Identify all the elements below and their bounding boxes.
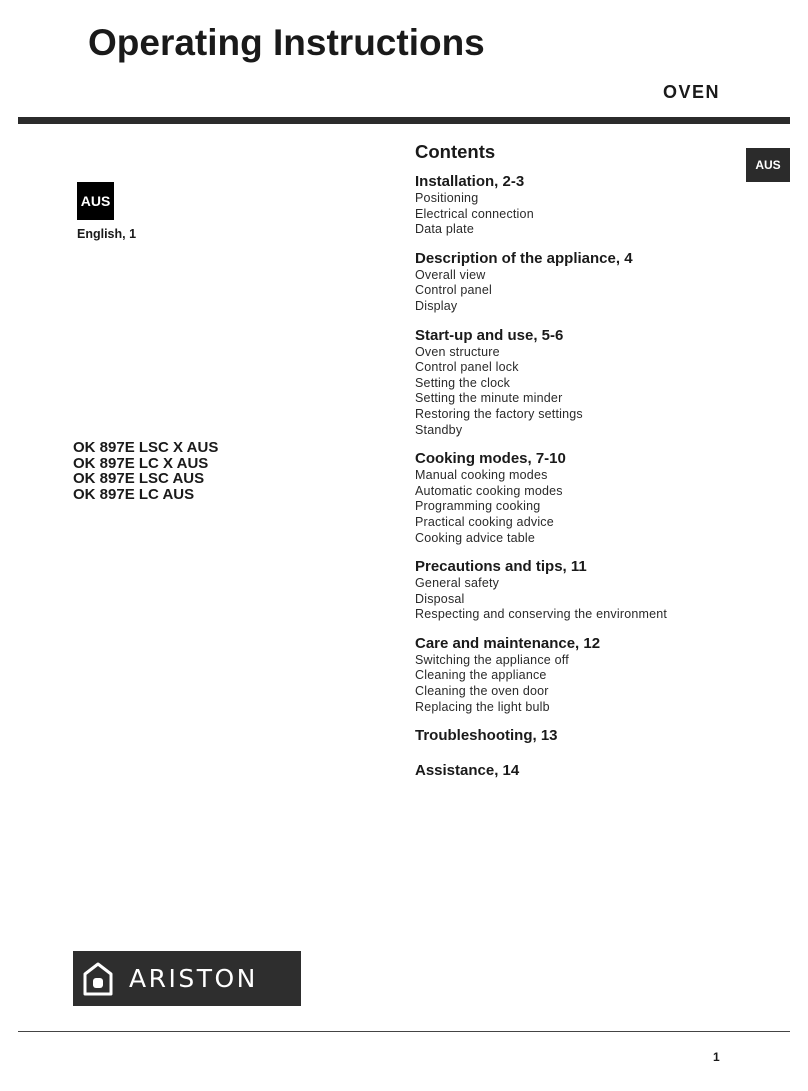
contents-heading: Contents xyxy=(415,141,496,162)
toc-item: Automatic cooking modes xyxy=(415,483,563,498)
toc-item: Overall view xyxy=(415,267,486,282)
table-of-contents xyxy=(415,141,715,797)
toc-section-cooking-modes xyxy=(415,450,715,546)
model-item: OK 897E LSC AUS xyxy=(73,470,205,487)
top-divider xyxy=(18,117,790,124)
house-icon xyxy=(83,962,113,996)
toc-item: Setting the minute minder xyxy=(415,391,563,406)
toc-section-title: Description of the appliance, 4 xyxy=(415,249,633,267)
toc-section-title: Cooking modes, 7-10 xyxy=(415,450,566,468)
toc-item: Display xyxy=(415,298,458,313)
toc-section-assistance xyxy=(415,762,715,780)
toc-section-care xyxy=(415,635,715,715)
page-number: 1 xyxy=(713,1050,720,1064)
page-title: Operating Instructions xyxy=(88,22,485,63)
language-entry: English, 1 xyxy=(77,227,137,241)
toc-section-title: Start-up and use, 5-6 xyxy=(415,326,564,344)
toc-item: Practical cooking advice xyxy=(415,514,554,529)
toc-section-title: Care and maintenance, 12 xyxy=(415,634,601,652)
brand-logo xyxy=(73,951,301,1006)
toc-item: Respecting and conserving the environment xyxy=(415,607,668,622)
language-side-tab: AUS xyxy=(746,148,790,182)
toc-item: Control panel xyxy=(415,283,492,298)
toc-item: Disposal xyxy=(415,591,465,606)
toc-section-title: Installation, 2-3 xyxy=(415,173,525,190)
model-list xyxy=(73,440,218,502)
toc-item: Programming cooking xyxy=(415,499,541,514)
toc-section-startup xyxy=(415,327,715,439)
toc-section-description xyxy=(415,250,715,315)
bottom-divider xyxy=(18,1031,790,1032)
toc-item: Setting the clock xyxy=(415,375,511,390)
toc-section-title: Precautions and tips, 11 xyxy=(415,558,587,576)
toc-item: Standby xyxy=(415,422,463,437)
language-badge: AUS xyxy=(77,182,114,220)
toc-item: Switching the appliance off xyxy=(415,652,569,667)
toc-item: Cleaning the oven door xyxy=(415,684,549,699)
product-label: OVEN xyxy=(662,82,720,102)
toc-section-title: Troubleshooting, 13 xyxy=(415,727,558,745)
toc-item: Restoring the factory settings xyxy=(415,406,583,421)
toc-item: Manual cooking modes xyxy=(415,468,548,483)
toc-item: Cooking advice table xyxy=(415,530,536,545)
model-item: OK 897E LC X AUS xyxy=(73,454,209,472)
toc-item: Oven structure xyxy=(415,344,500,359)
toc-item: Electrical connection xyxy=(415,206,534,221)
toc-section-title: Assistance, 14 xyxy=(415,762,520,780)
toc-item: Positioning xyxy=(415,191,479,205)
brand-name: ARISTON xyxy=(129,964,258,993)
toc-item: Control panel lock xyxy=(415,360,519,375)
toc-section-troubleshooting xyxy=(415,727,715,745)
toc-item: Cleaning the appliance xyxy=(415,668,547,683)
toc-item: Data plate xyxy=(415,222,474,237)
toc-section-precautions xyxy=(415,558,715,623)
model-item: OK 897E LC AUS xyxy=(73,485,195,503)
toc-item: General safety xyxy=(415,576,500,591)
toc-item: Replacing the light bulb xyxy=(415,699,550,714)
model-item: OK 897E LSC X AUS xyxy=(73,439,219,456)
toc-section-installation xyxy=(415,173,715,238)
